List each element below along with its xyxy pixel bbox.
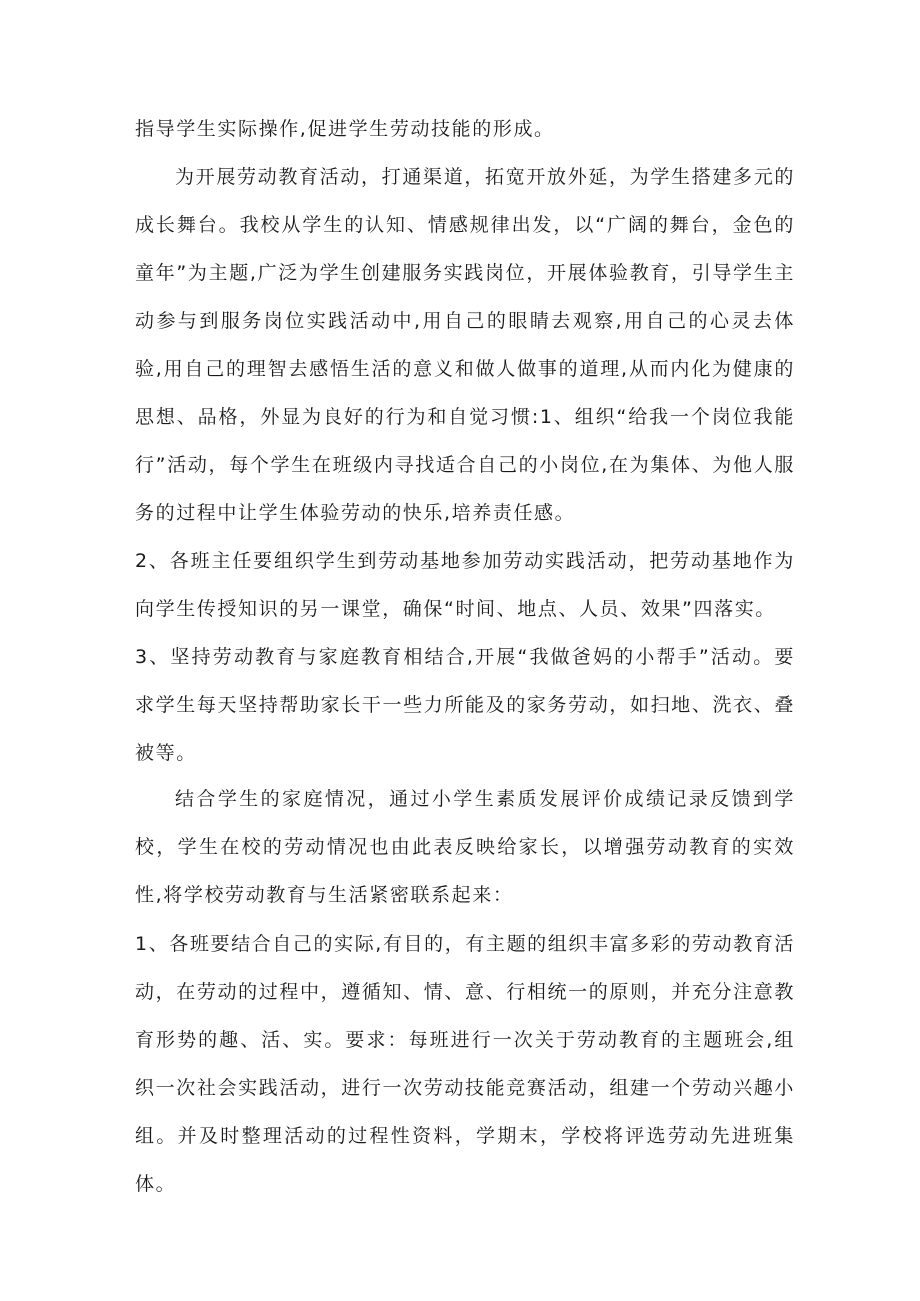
paragraph-item-3-family: 3、坚持劳动教育与家庭教育相结合,开展“我做爸妈的小帮手”活动。要求学生每天坚持帮助家长干一些力所能及的家务劳动，如扫地、洗衣、叠被等。 — [135, 646, 795, 764]
paragraph-item-2-labor-base: 2、各班主任要组织学生到劳动基地参加劳动实践活动，把劳动基地作为向学生传授知识的另一课堂，确保“时间、地点、人员、效果”四落实。 — [135, 550, 795, 620]
paragraph-continuation: 指导学生实际操作,促进学生劳动技能的形成。 — [135, 118, 555, 140]
paragraph-item-1-class-activities: 1、各班要结合自己的实际,有目的，有主题的组织丰富多彩的劳动教育活动，在劳动的过程中，遵循知、情、意、行相统一的原则，并充分注意教育形势的趣、活、实。要求：每班进行一次关于劳动教育的主题班会,组织一次社会实践活动，进行一次劳动技能竞赛活动，组建一个劳动兴趣小组。并及时整理活动的过程性资料，学期末，学校将评选劳动先进班集体。 — [135, 933, 795, 1195]
paragraph-family-feedback: 结合学生的家庭情况，通过小学生素质发展评价成绩记录反馈到学校，学生在校的劳动情况也由此表反映给家长，以增强劳动教育的实效性,将学校劳动教育与生活紧密联系起来： — [135, 788, 795, 906]
paragraph-activities-intro: 为开展劳动教育活动，打通渠道，拓宽开放外延，为学生搭建多元的成长舞台。我校从学生的认知、情感规律出发，以“广阔的舞台，金色的童年”为主题,广泛为学生创建服务实践岗位，开展体验教育，引导学生主动参与到服务岗位实践活动中,用自己的眼睛去观察,用自己的心灵去体验,用自己的理智去感悟生活的意义和做人做事的道理,从而内化为健康的思想、品格，外显为良好的行为和自觉习惯:1、组织“给我一个岗位我能行”活动，每个学生在班级内寻找适合自己的小岗位,在为集体、为他人服务的过程中让学生体验劳动的快乐,培养责任感。 — [135, 166, 795, 524]
